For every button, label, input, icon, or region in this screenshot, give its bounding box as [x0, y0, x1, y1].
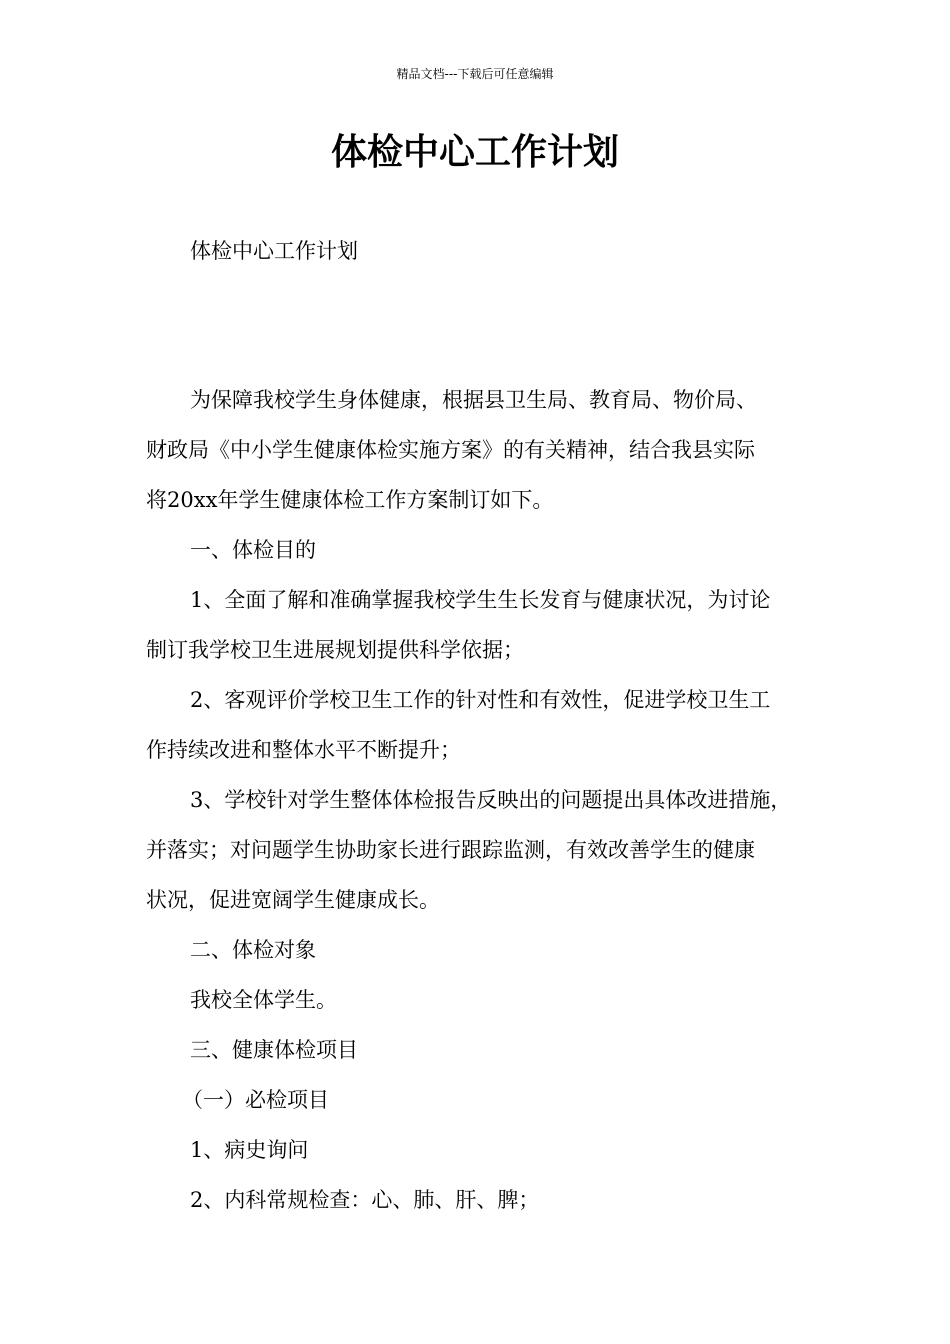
header-note: 精品文档---下载后可任意编辑 [396, 67, 554, 81]
paragraph-line: 将20xx年学生健康体检工作方案制订如下。 [146, 488, 554, 512]
list-item: 2、内科常规检查：心、肺、肝、脾； [190, 1188, 540, 1212]
document-subtitle-block [146, 226, 836, 276]
document-subtitle: 体检中心工作计划 [190, 239, 358, 263]
paragraph-line: 状况，促进宽阔学生健康成长。 [146, 888, 440, 912]
section-heading: 三、健康体检项目 [190, 1038, 358, 1062]
paragraph-line: 我校全体学生。 [190, 988, 337, 1012]
paragraph-line: 为保障我校学生身体健康，根据县卫生局、教育局、物价局、 [190, 388, 757, 412]
paragraph-line: 3、学校针对学生整体体检报告反映出的问题提出具体改进措施， [190, 788, 792, 812]
section-heading: 一、体检目的 [190, 538, 316, 562]
paragraph-line: 并落实；对问题学生协助家长进行跟踪监测，有效改善学生的健康 [146, 838, 755, 862]
paragraph-line: 财政局《中小学生健康体检实施方案》的有关精神，结合我县实际 [146, 438, 755, 462]
document-title: 体检中心工作计划 [330, 132, 619, 173]
document-body [146, 375, 836, 1225]
section-heading: 二、体检对象 [190, 938, 316, 962]
list-item: 1、病史询问 [190, 1138, 309, 1162]
subsection-heading: （一）必检项目 [182, 1088, 329, 1112]
paragraph-line: 制订我学校卫生进展规划提供科学依据； [146, 638, 524, 662]
paragraph-line: 2、客观评价学校卫生工作的针对性和有效性，促进学校卫生工 [190, 688, 771, 712]
paragraph-line: 作持续改进和整体水平不断提升； [146, 738, 461, 762]
paragraph-line: 1、全面了解和准确掌握我校学生生长发育与健康状况，为讨论 [190, 588, 771, 612]
